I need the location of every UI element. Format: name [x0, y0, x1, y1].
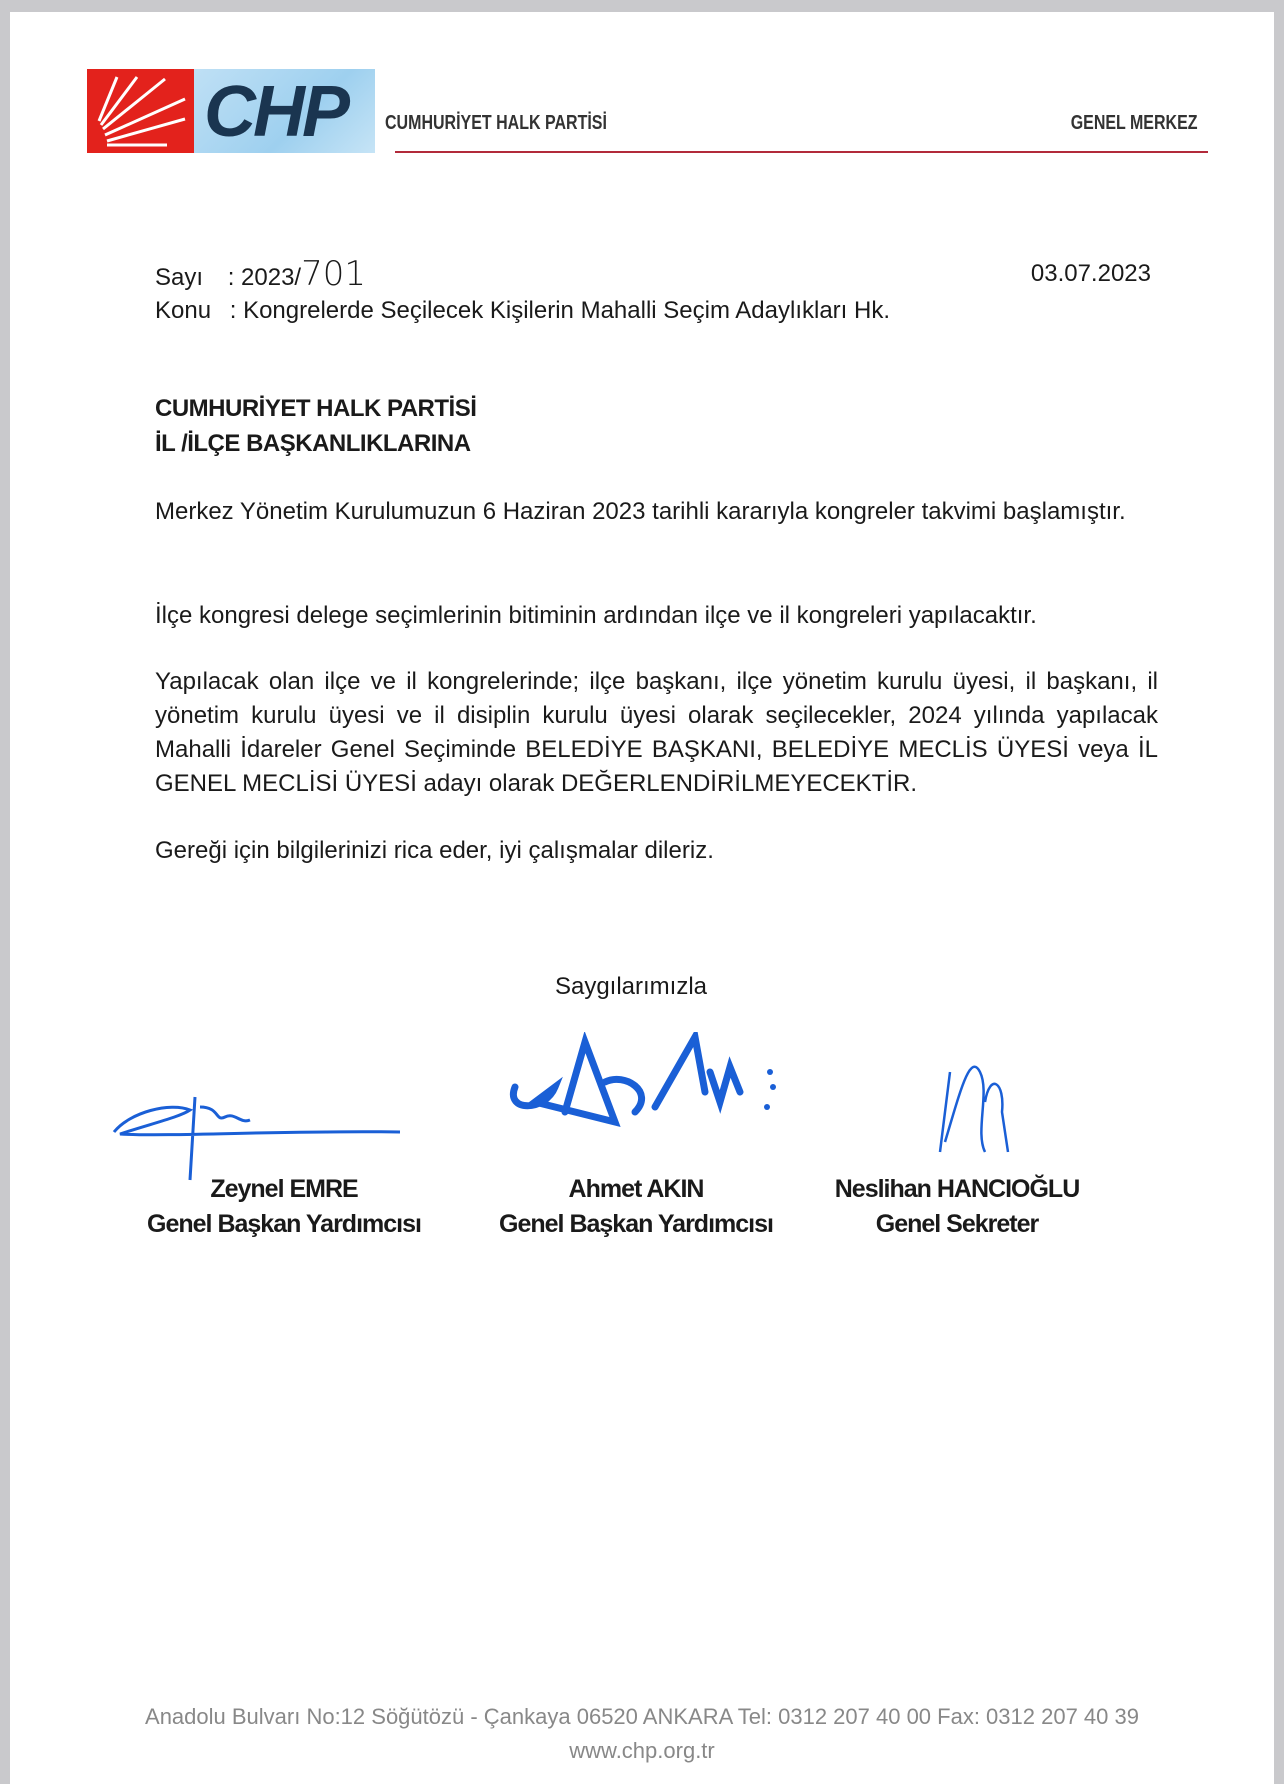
- addressee-line1: CUMHURİYET HALK PARTİSİ: [155, 395, 477, 422]
- konu-value: : Kongrelerde Seçilecek Kişilerin Mahalli Seçim Adaylıkları Hk.: [229, 297, 891, 324]
- sayi-label: Sayı: [155, 264, 204, 291]
- office-name: GENEL MERKEZ: [1071, 112, 1198, 134]
- handwritten-number: 701: [301, 254, 367, 294]
- signatory-title: Genel Başkan Yardımcısı: [147, 1210, 421, 1238]
- document-page: [10, 12, 1274, 1784]
- signature-zeynel-emre: [110, 1062, 410, 1182]
- body-paragraph: Gereği için bilgilerinizi rica eder, iyi çalışmalar dileriz.: [155, 837, 714, 864]
- party-name: CUMHURİYET HALK PARTİSİ: [385, 112, 607, 134]
- footer-website: www.chp.org.tr: [569, 1738, 715, 1763]
- konu-label: Konu: [155, 297, 212, 324]
- footer-address: Anadolu Bulvarı No:12 Söğütözü - Çankaya 06520 ANKARA Tel: 0312 207 40 00 Fax: 0312 207 40 39: [145, 1704, 1139, 1729]
- chp-logo: [87, 69, 375, 153]
- signatory-name: Neslihan HANCIOĞLU: [834, 1175, 1080, 1203]
- six-arrows-icon: [87, 69, 194, 153]
- addressee-line2: İL /İLÇE BAŞKANLIKLARINA: [155, 430, 471, 457]
- logo-text: CHP: [204, 72, 348, 152]
- signatory-title: Genel Sekreter: [875, 1210, 1039, 1238]
- signatory-name: Ahmet AKIN: [568, 1175, 704, 1203]
- date: 03.07.2023: [1030, 260, 1151, 287]
- body-paragraph: İlçe kongresi delege seçimlerinin bitiminin ardından ilçe ve il kongreleri yapılacaktır.: [155, 602, 1037, 629]
- closing: Saygılarımızla: [554, 973, 708, 1000]
- signature-neslihan-hancioglu: [930, 1052, 1050, 1162]
- body-paragraph: Merkez Yönetim Kurulumuzun 6 Haziran 2023 tarihli kararıyla kongreler takvimi başlamıştır.: [155, 498, 1126, 525]
- header-divider: [395, 151, 1208, 153]
- signatory-title: Genel Başkan Yardımcısı: [499, 1210, 773, 1238]
- body-paragraph: Yapılacak olan ilçe ve il kongrelerinde; ilçe başkanı, ilçe yönetim kurulu üyesi, il başkanı, il yönetim kurulu üyesi ve il disiplin kurulu üyesi olarak seçilecekler, 2024 yılında yapılacak Mahalli İdareler Genel Seçiminde BELEDİYE BAŞKANI, BELEDİYE MECLİS ÜYESİ veya İL GENEL MECLİSİ ÜYESİ adayı olarak DEĞERLENDİRİLMEYECEKTİR.: [155, 668, 1158, 797]
- konu-row: [155, 294, 890, 328]
- signature-ahmet-akin: [505, 1032, 805, 1132]
- sayi-row: [155, 254, 367, 295]
- sayi-value: : 2023/: [227, 264, 302, 291]
- signatory-name: Zeynel EMRE: [210, 1175, 358, 1203]
